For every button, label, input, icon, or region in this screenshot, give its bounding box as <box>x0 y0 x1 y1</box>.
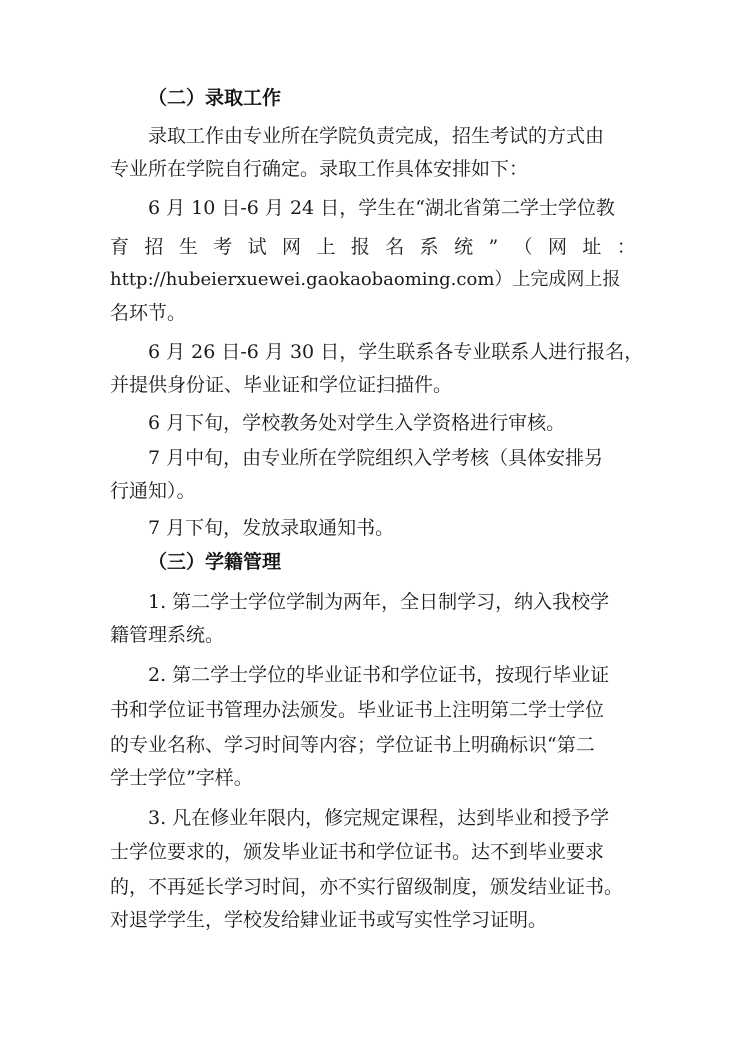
char: 统 <box>454 236 474 258</box>
char: 名 <box>385 236 405 258</box>
paragraph-line-justified <box>110 235 636 259</box>
paragraph-line: 并提供身份证、毕业证和学位证扫描件。 <box>110 374 453 396</box>
paragraph-line: 2. 第二学士学位的毕业证书和学位证书，按现行毕业证 <box>148 664 610 686</box>
paragraph-line: 的专业名称、学习时间等内容；学位证书上明确标识“第二 <box>110 734 595 756</box>
paragraph-line: 3. 凡在修业年限内，修完规定课程，达到毕业和授予学 <box>148 807 610 829</box>
char: 试 <box>247 236 267 258</box>
url-line: http://hubeierxuewei.gaokaobaoming.com）上完成网上报 <box>110 269 621 290</box>
char: 系 <box>419 236 439 258</box>
paragraph-line: 6 月 10 日-6 月 24 日，学生在“湖北省第二学士学位教 <box>148 197 615 219</box>
paragraph-line: 行通知）。 <box>110 480 196 502</box>
char: 育 <box>110 236 130 258</box>
char: ： <box>616 236 636 258</box>
char: 网 <box>547 236 567 258</box>
char: 生 <box>178 236 198 258</box>
paragraph-line: 的，不再延长学习时间，亦不实行留级制度，颁发结业证书。 <box>110 876 624 898</box>
paragraph-line: 名环节。 <box>110 302 187 324</box>
section-heading-admission: （二）录取工作 <box>148 87 282 109</box>
paragraph-line: 1. 第二学士学位学制为两年，全日制学习，纳入我校学 <box>148 591 610 613</box>
paragraph-line: 籍管理系统。 <box>110 624 225 646</box>
char: 招 <box>144 236 164 258</box>
char: ” <box>488 236 499 258</box>
char: （ <box>513 236 533 258</box>
paragraph-line: 对退学学生，学校发给肄业证书或写实性学习证明。 <box>110 909 548 931</box>
char: 考 <box>213 236 233 258</box>
char: 址 <box>582 236 602 258</box>
paragraph-line: 学士学位”字样。 <box>110 767 253 789</box>
paragraph-line: 6 月下旬，学校教务处对学生入学资格进行审核。 <box>148 412 566 434</box>
paragraph-line: 士学位要求的，颁发毕业证书和学位证书。达不到毕业要求 <box>110 841 605 863</box>
paragraph-line: 7 月中旬，由专业所在学院组织入学考核（具体安排另 <box>148 447 604 469</box>
char: 报 <box>350 236 370 258</box>
char: 网 <box>282 236 302 258</box>
paragraph-line: 7 月下旬，发放录取通知书。 <box>148 517 395 539</box>
char: 上 <box>316 236 336 258</box>
paragraph-line: 录取工作由专业所在学院负责完成，招生考试的方式由 <box>148 125 605 147</box>
paragraph-line: 6 月 26 日-6 月 30 日，学生联系各专业联系人进行报名， <box>148 341 644 363</box>
paragraph-line: 书和学位证书管理办法颁发。毕业证书上注明第二学士学位 <box>110 699 605 721</box>
section-heading-student-status: （三）学籍管理 <box>148 551 282 573</box>
paragraph-line: 专业所在学院自行确定。录取工作具体安排如下： <box>110 158 529 180</box>
